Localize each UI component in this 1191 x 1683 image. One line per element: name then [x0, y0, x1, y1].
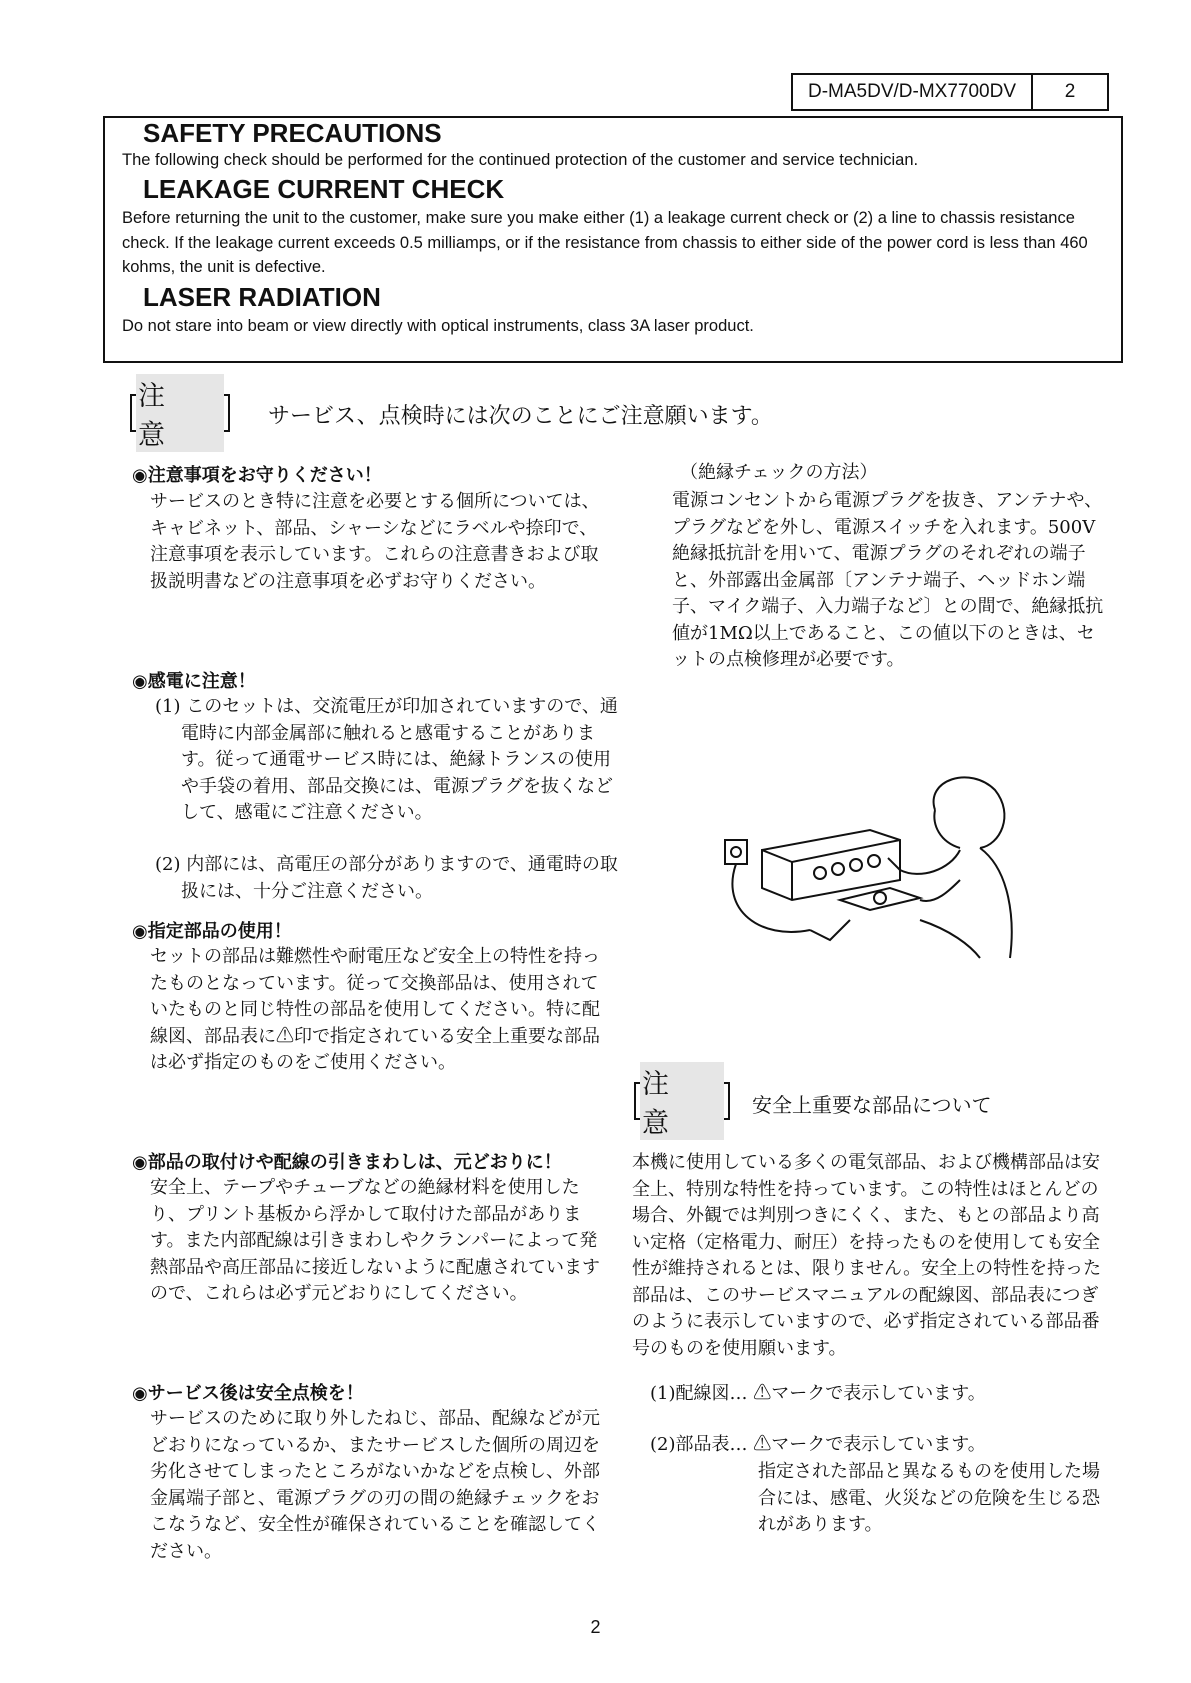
caution-tag: 注 意 — [130, 394, 230, 432]
important-parts-item-2-note: 指定された部品と異なるものを使用した場合には、感電、火災などの危険を生じる恐れがあります。 — [758, 1461, 1100, 1535]
section-title-observe: ◉注意事項をお守りください！ — [132, 465, 382, 486]
safety-box — [103, 116, 1123, 363]
technician-head — [934, 777, 1005, 848]
section-item-shock-2: (2) 内部には、高電圧の部分がありますので、通電時の取扱には、十分ご注意ください。 — [155, 854, 618, 902]
section-title-wiring: ◉部品の取付けや配線の引きまわしは、元どおりに！ — [132, 1152, 562, 1173]
caution-heading: サービス、点検時には次のことにご注意願います。 — [268, 404, 773, 429]
insulation-check-body: 電源コンセントから電源プラグを抜き、アンテナや、プラグなどを外し、電源スイッチを入れます。500V絶縁抵抗計を用いて、電源プラグのそれぞれの端子と、外部露出金属部〔アンテナ端子、ヘッドホン端子、マイク端子、入力端子など〕との間で、絶縁抵抗値が1MΩ以上であること、この値以下のときは、セットの点検修理が必要です。 — [672, 490, 1104, 670]
footer-page-number: 2 — [590, 1617, 601, 1637]
important-parts-item-2: (2)部品表… ⚠マークで表示しています。 — [650, 1434, 986, 1455]
section-title-shock: ◉感電に注意！ — [132, 671, 256, 692]
section-body-inspection: サービスのために取り外したねじ、部品、配線などが元どおりになっているか、またサービスした個所の周辺を劣化させてしまったところがないかなどを点検し、外部金属端子部と、電源プラグの刃の間の絶縁チェックをおこなうなど、安全性が確保されていることを確認してください。 — [150, 1408, 600, 1562]
technician-illustration — [720, 770, 1020, 960]
caution-tag-2: 注 意 — [634, 1082, 730, 1120]
section-title-parts: ◉指定部品の使用！ — [132, 921, 292, 942]
laser-text: Do not stare into beam or view directly with optical instruments, class 3A laser product. — [122, 317, 754, 335]
leakage-text: Before returning the unit to the customer, make sure you make either (1) a leakage current check or (2) a line to chassis resistance check. If the leakage current exceeds 0.5 milliamps, or if the resistance from chassis to either side of the power cord is less than 460 kohms, the unit is defective. — [122, 209, 1088, 276]
wall-outlet-icon — [725, 840, 747, 864]
header-page-number: 2 — [1064, 81, 1076, 102]
laser-title: LASER RADIATION — [143, 282, 381, 312]
insulation-check-title: （絶縁チェックの方法） — [680, 462, 878, 483]
section-item-shock-1: (1) このセットは、交流電圧が印加されていますので、通電時に内部金属部に触れると感電することがあります。従って通電サービス時には、絶縁トランスの使用や手袋の着用、部品交換には、電源プラグを抜くなどして、感電にご注意ください。 — [155, 696, 618, 823]
header-box — [791, 73, 1109, 111]
model-number: D-MA5DV/D-MX7700DV — [793, 75, 1033, 109]
safety-text: The following check should be performed for the continued protection of the customer and service technician. — [122, 151, 919, 169]
section-body-parts: セットの部品は難燃性や耐電圧など安全上の特性を持ったものとなっています。従って交換部品は、使用されていたものと同じ特性の部品を使用してください。特に配線図、部品表に⚠印で指定されている安全上重要な部品は必ず指定のものをご使用ください。 — [150, 946, 600, 1073]
section-body-wiring: 安全上、テープやチューブなどの絶縁材料を使用したり、プリント基板から浮かして取付けた部品があります。また内部配線は引きまわしやクランパーによって発熱部品や高圧部品に接近しないように配慮されていますので、これらは必ず元どおりにしてください。 — [150, 1177, 600, 1304]
caution-heading-2: 安全上重要な部品について — [752, 1093, 992, 1117]
important-parts-item-1: (1)配線図… ⚠マークで表示しています。 — [650, 1383, 986, 1404]
leakage-title: LEAKAGE CURRENT CHECK — [143, 174, 505, 204]
section-body-observe: サービスのとき特に注意を必要とする個所については、キャビネット、部品、シャーシなどにラベルや捺印で、注意事項を表示しています。これらの注意書きおよび取扱説明書などの注意事項を必ずお守りください。 — [150, 491, 600, 592]
important-parts-body: 本機に使用している多くの電気部品、および機構部品は安全上、特別な特性を持っています。この特性はほとんどの場合、外観では判別つきにくく、また、もとの部品より高い定格（定格電力、耐圧）を持ったものを使用しても安全性が維持されるとは、限りません。安全上の特性を持った部品は、このサービスマニュアルの配線図、部品表につぎのように表示していますので、必ず指定されている部品番号のものを使用願います。 — [632, 1152, 1102, 1359]
safety-title: SAFETY PRECAUTIONS — [143, 118, 442, 148]
section-title-inspection: ◉サービス後は安全点検を！ — [132, 1383, 364, 1404]
